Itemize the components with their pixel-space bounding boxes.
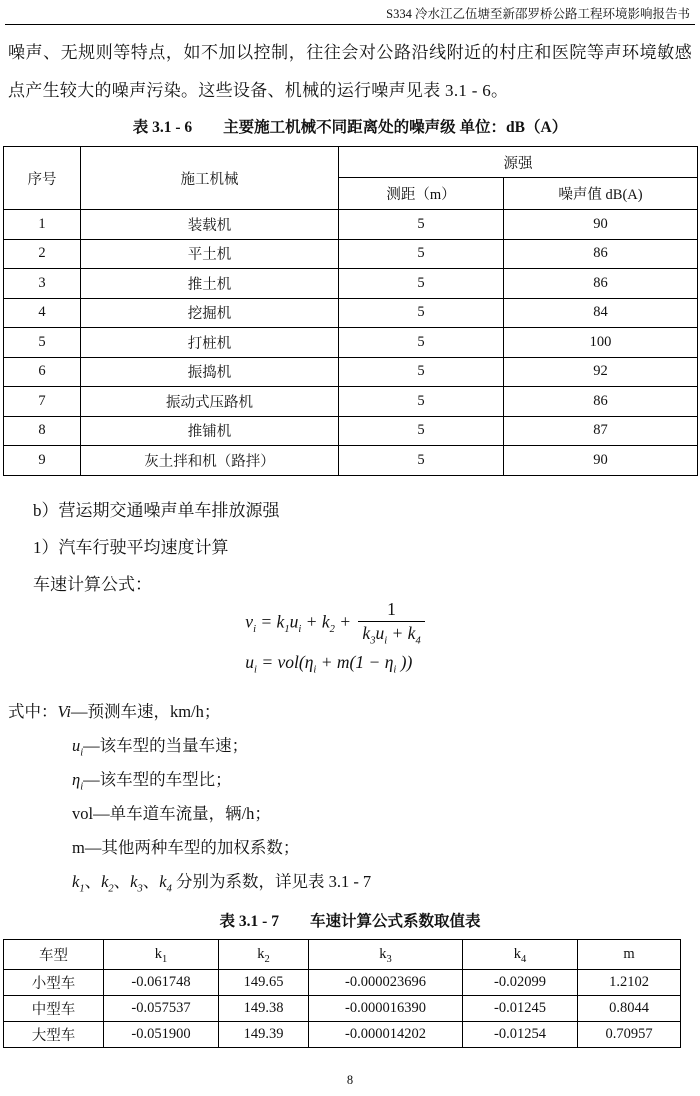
cell-noise: 90 — [504, 210, 698, 240]
cell-k4: -0.01245 — [463, 995, 578, 1021]
cell-distance: 5 — [339, 387, 504, 417]
cell-distance: 5 — [339, 328, 504, 358]
col-header-k3: $k_3$ — [309, 939, 463, 969]
col-header-machine: 施工机械 — [81, 147, 339, 210]
speed-formula: $v_i = k_1u_i + k_2$ + $\frac{1}{k_3u_i + k_4}$ — [245, 601, 424, 646]
legend-line: $\eta_i—$该车型的车型比； — [72, 769, 232, 792]
cell-noise: 87 — [504, 416, 698, 446]
col-header-vehicle-type: 车型 — [4, 939, 104, 969]
coefficient-table — [3, 939, 681, 1048]
cell-no: 4 — [4, 298, 81, 328]
cell-distance: 5 — [339, 416, 504, 446]
cell-machine: 平土机 — [81, 239, 339, 269]
table-row — [4, 298, 698, 328]
cell-machine: 推铺机 — [81, 416, 339, 446]
cell-noise: 92 — [504, 357, 698, 387]
table-3-1-7-title: 表 3.1 - 7 车速计算公式系数取值表 — [219, 912, 481, 930]
cell-m: 1.2102 — [578, 969, 681, 995]
formula-block — [245, 598, 454, 675]
col-header-k2: $k_2$ — [219, 939, 309, 969]
legend-prefix: 式中： — [8, 701, 58, 721]
col-header-source: 源强 — [339, 147, 698, 178]
cell-noise: 86 — [504, 387, 698, 417]
table-row — [4, 239, 698, 269]
cell-k1: -0.051900 — [104, 1021, 219, 1047]
cell-no: 6 — [4, 357, 81, 387]
legend-line: $u_i—$该车型的当量车速； — [72, 735, 249, 758]
table-header-row — [4, 939, 681, 969]
cell-noise: 86 — [504, 239, 698, 269]
col-header-m: m — [578, 939, 681, 969]
cell-noise: 84 — [504, 298, 698, 328]
fraction: $\frac{1}{k_3u_i + k_4}$ — [358, 599, 424, 644]
page-number: 8 — [346, 1073, 354, 1087]
cell-k3: -0.000016390 — [309, 995, 463, 1021]
table-row — [4, 1021, 681, 1047]
table-header-row — [4, 147, 698, 178]
col-header-noise: 噪声值 dB(A) — [504, 178, 698, 210]
cell-k2: 149.38 — [219, 995, 309, 1021]
cell-no: 9 — [4, 446, 81, 476]
cell-k1: -0.057537 — [104, 995, 219, 1021]
table-row — [4, 387, 698, 417]
cell-m: 0.70957 — [578, 1021, 681, 1047]
cell-k4: -0.01254 — [463, 1021, 578, 1047]
cell-distance: 5 — [339, 269, 504, 299]
cell-k2: 149.65 — [219, 969, 309, 995]
cell-distance: 5 — [339, 298, 504, 328]
col-header-no: 序号 — [4, 147, 81, 210]
cell-distance: 5 — [339, 239, 504, 269]
col-header-k4: $k_4$ — [463, 939, 578, 969]
cell-k2: 149.39 — [219, 1021, 309, 1047]
cell-distance: 5 — [339, 357, 504, 387]
table-row — [4, 995, 681, 1021]
cell-machine: 灰土拌和机（路拌） — [81, 446, 339, 476]
cell-m: 0.8044 — [578, 995, 681, 1021]
cell-no: 7 — [4, 387, 81, 417]
report-header — [5, 0, 695, 25]
table-row — [4, 328, 698, 358]
cell-no: 1 — [4, 210, 81, 240]
section-b-heading: b）营运期交通噪声单车排放源强 — [33, 500, 280, 520]
formula-intro: 车速计算公式： — [33, 574, 152, 594]
cell-no: 5 — [4, 328, 81, 358]
col-header-distance: 测距（m） — [339, 178, 504, 210]
table-row — [4, 357, 698, 387]
table-row — [4, 446, 698, 476]
cell-noise: 100 — [504, 328, 698, 358]
cell-no: 2 — [4, 239, 81, 269]
cell-machine: 挖掘机 — [81, 298, 339, 328]
legend-line: vol—单车道车流量，辆/h； — [72, 803, 271, 823]
cell-vehicle-type: 小型车 — [4, 969, 104, 995]
cell-vehicle-type: 大型车 — [4, 1021, 104, 1047]
equivalent-speed-formula: $u_i = vol(\eta_i + m(1 - \eta_i$ )) — [245, 651, 413, 675]
cell-k4: -0.02099 — [463, 969, 578, 995]
cell-no: 8 — [4, 416, 81, 446]
machine-noise-table — [3, 146, 698, 476]
cell-distance: 5 — [339, 210, 504, 240]
table-3-1-6-title: 表 3.1 - 6 主要施工机械不同距离处的噪声级 单位：dB（A） — [132, 119, 568, 136]
cell-vehicle-type: 中型车 — [4, 995, 104, 1021]
cell-k1: -0.061748 — [104, 969, 219, 995]
table-row — [4, 210, 698, 240]
legend-line: m—其他两种车型的加权系数； — [72, 837, 300, 857]
cell-no: 3 — [4, 269, 81, 299]
variable-legend — [8, 695, 692, 899]
cell-machine: 装载机 — [81, 210, 339, 240]
legend-line: 式中：Vi—预测车速，km/h； — [8, 701, 221, 721]
report-header-title: S334 冷水江乙伍塘至新邵罗桥公路工程环境影响报告书 — [386, 7, 690, 21]
cell-k3: -0.000014202 — [309, 1021, 463, 1047]
cell-machine: 振捣机 — [81, 357, 339, 387]
section-1-heading: 1）汽车行驶平均速度计算 — [33, 537, 229, 557]
col-header-k1: $k_1$ — [104, 939, 219, 969]
cell-noise: 86 — [504, 269, 698, 299]
cell-machine: 振动式压路机 — [81, 387, 339, 417]
cell-distance: 5 — [339, 446, 504, 476]
intro-paragraph: 噪声、无规则等特点，如不加以控制，往往会对公路沿线附近的村庄和医院等声环境敏感点产生较大的噪声污染。这些设备、机械的运行噪声见表 3.1 - 6。 — [8, 43, 692, 100]
legend-k-line: $k_1$、$k_2$、$k_3$、$k_4$ 分别为系数，详见表 3.1 - 7 — [72, 871, 372, 894]
table-row — [4, 969, 681, 995]
cell-noise: 90 — [504, 446, 698, 476]
cell-machine: 推土机 — [81, 269, 339, 299]
table-row — [4, 416, 698, 446]
table-row — [4, 269, 698, 299]
cell-machine: 打桩机 — [81, 328, 339, 358]
cell-k3: -0.000023696 — [309, 969, 463, 995]
